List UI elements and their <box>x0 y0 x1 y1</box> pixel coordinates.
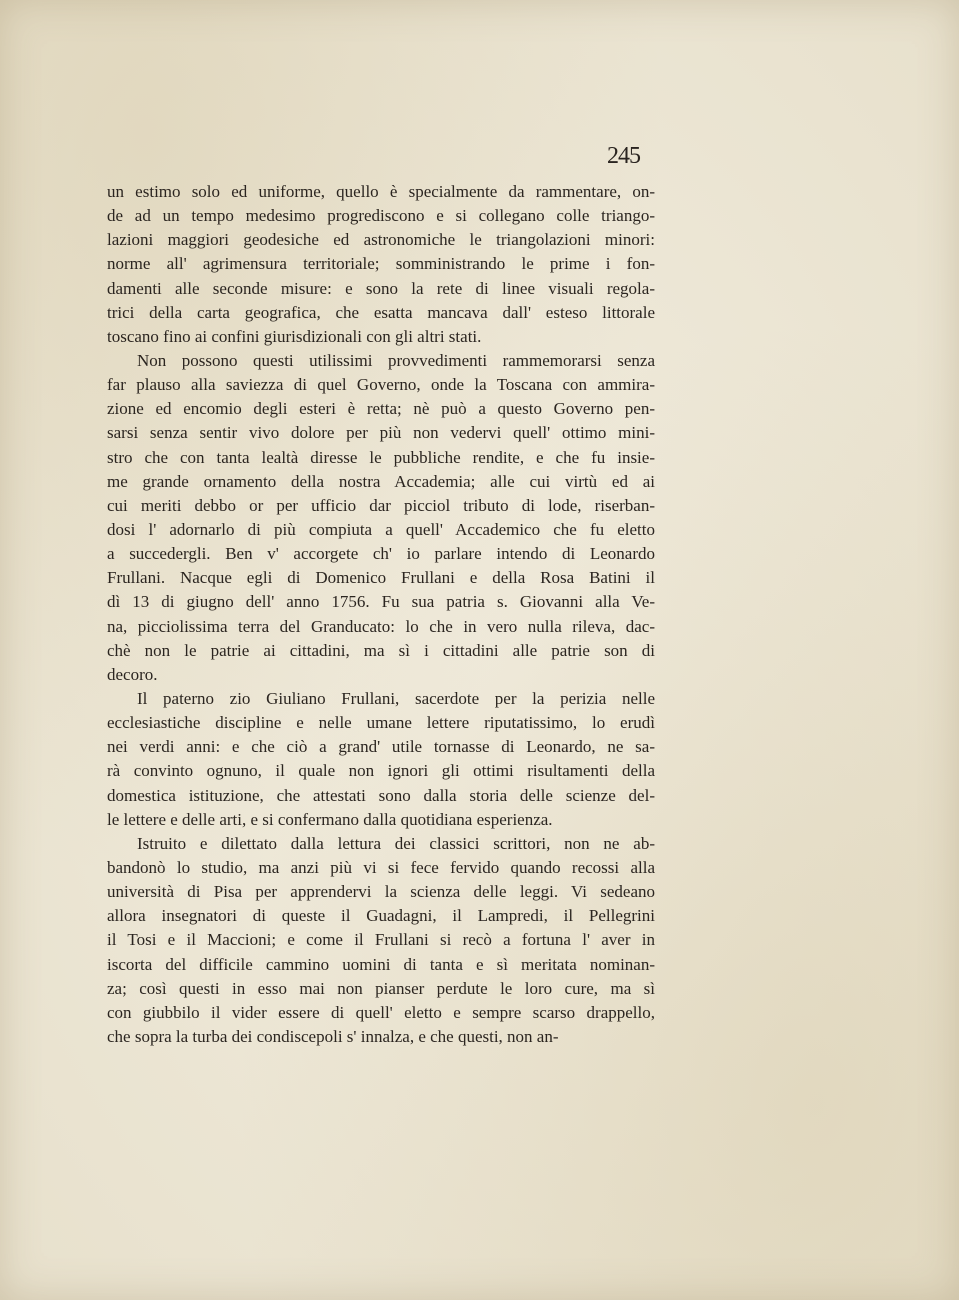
paragraph <box>107 349 655 687</box>
text-line: trici della carta geografica, che esatta mancava dall' esteso littorale <box>107 302 655 322</box>
text-line: allora insegnatori di queste il Guadagni, il Lampredi, il Pellegrini <box>107 906 655 926</box>
text-line: dì 13 di giugno dell' anno 1756. Fu sua patria s. Giovanni alla Ve- <box>107 592 655 612</box>
text-line: chè non le patrie ai cittadini, ma sì i cittadini alle patrie son di <box>107 640 655 660</box>
text-line: lazioni maggiori geodesiche ed astronomiche le triangolazioni minori: <box>107 230 655 250</box>
text-line: dosi l' adornarlo di più compiuta a quell' Accademico che fu eletto <box>107 519 655 539</box>
text-line: me grande ornamento della nostra Accademia; alle cui virtù ed ai <box>107 471 655 491</box>
text-line: un estimo solo ed uniforme, quello è specialmente da rammentare, on- <box>107 182 655 201</box>
text-line: far plauso alla saviezza di quel Governo, onde la Toscana con ammira- <box>107 375 655 395</box>
text-line: che sopra la turba dei condiscepoli s' innalza, e che questi, non an- <box>107 1026 559 1046</box>
text-line: zione ed encomio degli esteri è retta; nè può a questo Governo pen- <box>107 399 655 419</box>
text-line: de ad un tempo medesimo progrediscono e si collegano colle triango- <box>107 206 655 226</box>
paragraph <box>107 687 655 832</box>
text-line: Il paterno zio Giuliano Frullani, sacerdote per la perizia nelle <box>137 688 655 708</box>
text-line: rà convinto ognuno, il quale non ignori gli ottimi risultamenti della <box>107 761 655 781</box>
text-line: domestica istituzione, che attestati sono dalla storia delle scienze del- <box>107 785 655 805</box>
paragraph <box>107 180 655 349</box>
page-number: 245 <box>607 143 640 169</box>
text-line: ecclesiastiche discipline e nelle umane lettere riputatissimo, lo erudì <box>107 713 655 733</box>
text-line: stro che con tanta lealtà diresse le pubbliche rendite, e che fu insie- <box>107 447 655 467</box>
text-line: Frullani. Nacque egli di Domenico Frullani e della Rosa Batini il <box>107 568 655 588</box>
text-line: università di Pisa per apprendervi la scienza delle leggi. Vi sedeano <box>107 882 655 902</box>
text-line: nei verdi anni: e che ciò a grand' utile tornasse di Leonardo, ne sa- <box>107 737 655 757</box>
text-line: sarsi senza sentir vivo dolore per più non vedervi quell' ottimo mini- <box>107 423 655 443</box>
text-line: iscorta del difficile cammino uomini di tanta e sì meritata nominan- <box>107 954 655 974</box>
text-line: norme all' agrimensura territoriale; somministrando le prime i fon- <box>107 254 655 274</box>
text-line: toscano fino ai confini giurisdizionali con gli altri stati. <box>107 326 482 346</box>
text-line: il Tosi e il Maccioni; e come il Frullani si recò a fortuna l' aver in <box>107 930 655 950</box>
text-line: con giubbilo il vider essere di quell' eletto e sempre scarso drappello, <box>107 1002 655 1022</box>
text-line: cui meriti debbo or per ufficio dar picciol tributo di lode, riserban- <box>107 495 655 515</box>
text-line: damenti alle seconde misure: e sono la rete di linee visuali regola- <box>107 278 655 298</box>
text-line: le lettere e delle arti, e si confermano dalla quotidiana esperienza. <box>107 809 553 829</box>
body-text <box>107 180 655 1049</box>
text-line: za; così questi in esso mai non pianser perdute le loro cure, ma sì <box>107 978 655 998</box>
text-line: a succedergli. Ben v' accorgete ch' io parlare intendo di Leonardo <box>107 544 655 564</box>
text-line: bandonò lo studio, ma anzi più vi si fece fervido quando recossi alla <box>107 857 655 877</box>
text-line: Istruito e dilettato dalla lettura dei classici scrittori, non ne ab- <box>137 833 655 853</box>
paragraph <box>107 832 655 1049</box>
text-line: na, picciolissima terra del Granducato: lo che in vero nulla rileva, dac- <box>107 616 655 636</box>
text-line: decoro. <box>107 664 158 684</box>
text-line: Non possono questi utilissimi provvedimenti rammemorarsi senza <box>137 350 655 370</box>
